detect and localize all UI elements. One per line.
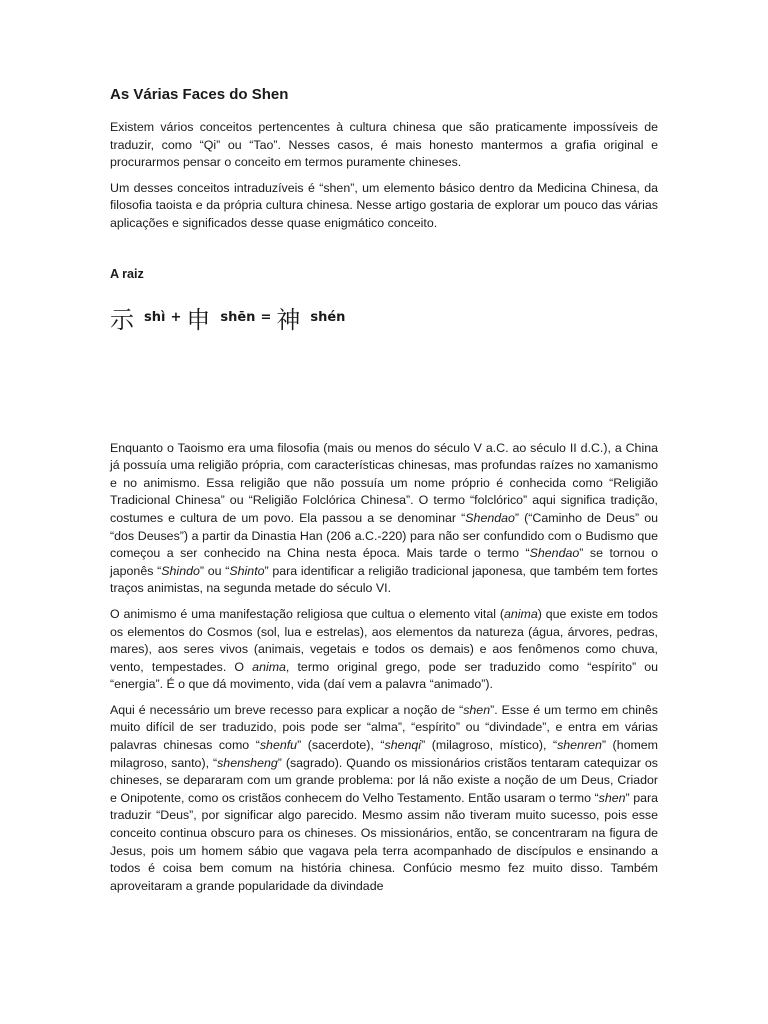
italic-term: shenfu bbox=[259, 738, 298, 753]
pinyin-shen-1: shēn bbox=[220, 310, 256, 326]
plus-sign: + bbox=[170, 310, 182, 326]
article-body bbox=[110, 86, 658, 903]
character-shen-2: 神 bbox=[276, 306, 301, 335]
text-run: Aqui é necessário um breve recesso para explicar a noção de “ bbox=[110, 702, 464, 717]
character-shen-1: 申 bbox=[186, 306, 211, 335]
blank-space bbox=[110, 333, 658, 440]
pinyin-shi: shì bbox=[144, 310, 166, 326]
character-etymology-line bbox=[110, 303, 658, 333]
text-run: ” (“Caminho de Deus” ou “dos Deuses”) a partir da Dinastia Han (206 a.C.-220) para não ser confundido com o Budismo que começou a ser conhecido na China nesta época. Mais tarde o termo “ bbox=[110, 510, 658, 561]
intro-paragraph-1: Existem vários conceitos pertencentes à cultura chinesa que são praticamente impossíveis de traduzir, como “Qi” ou “Tao”. Nesses casos, é mais honesto mantermos a grafia original e procurarmos pensar o conceito em termos puramente chineses. bbox=[110, 120, 658, 170]
intro-paragraph-2: Um desses conceitos intraduzíveis é “shen”, um elemento básico dentro da Medicina Chinesa, da filosofia taoista e da própria cultura chinesa. Nesse artigo gostaria de explorar um pouco das várias aplicações e significados desse quase enigmático conceito. bbox=[110, 180, 658, 230]
text-run: , termo original grego, pode ser traduzido como “espírito” ou “energia”. É o que dá movimento, vida (daí vem a palavra “animado”). bbox=[110, 659, 658, 692]
equals-sign: = bbox=[260, 310, 272, 326]
article-title: As Várias Faces do Shen bbox=[110, 86, 289, 103]
body-paragraph-1 bbox=[110, 440, 658, 598]
text-run: O animismo é uma manifestação religiosa que cultua o elemento vital ( bbox=[110, 606, 505, 621]
text-run: ” (homem milagroso, santo), “ bbox=[110, 738, 659, 770]
text-run: ” (sacerdote), “ bbox=[297, 738, 385, 753]
text-run: Enquanto o Taoismo era uma filosofia (mais ou menos do século V a.C. ao século II d.C.), a China já possuía uma religião própria, com características chinesas, mas profundas raízes no xamanismo e no animismo. Essa religião que não possuía um nome próprio é conhecida como “Religião Tradicional Chinesa” ou “Religião Folclórica Chinesa”. O termo “folclórico” aqui significa tradição, costumes e cultura de um povo. Ela passou a se denominar “ bbox=[110, 440, 658, 525]
section-heading-root: A raiz bbox=[110, 266, 144, 281]
body-paragraph-2 bbox=[110, 606, 658, 694]
pinyin-shen-2: shén bbox=[310, 310, 346, 326]
italic-term: Shindo bbox=[161, 563, 200, 578]
italic-term: shensheng bbox=[217, 755, 278, 770]
italic-term: anima bbox=[504, 606, 538, 621]
text-run: ” se tornou o japonês “ bbox=[110, 546, 658, 578]
text-run: ”. Esse é um termo em chinês muito difícil de ser traduzido, pois pode ser “alma”, “espírito” ou “divindade”, e entra em várias palavras chinesas como “ bbox=[110, 702, 658, 753]
character-shi: 示 bbox=[110, 306, 134, 335]
text-run: ” (sagrado). Quando os missionários cristãos tentaram catequizar os chineses, se depararam com um grande problema: por lá não existe a noção de um Deus, Criador e Onipotente, como os cristãos conhecem do Velho Testamento. Então usaram o termo “ bbox=[110, 755, 659, 805]
italic-term: Shinto bbox=[229, 563, 265, 578]
italic-term: Shendao bbox=[465, 510, 515, 525]
text-run: ” ou “ bbox=[199, 563, 230, 578]
italic-term: anima bbox=[252, 659, 286, 674]
body-paragraph-3 bbox=[110, 702, 658, 896]
italic-term: shen bbox=[598, 790, 626, 805]
italic-term: shenren bbox=[557, 738, 602, 753]
text-run: ” para traduzir “Deus”, por significar algo parecido. Mesmo assim não tiveram muito sucesso, pois esse conceito continua obscuro para os chineses. Os missionários, então, se concentraram na figura de Jesus, pois um homem sábio que vagava pela terra acompanhado de discípulos e ensinando a todos é coisa bem comum na história chinesa. Confúcio mesmo fez muito disso. Também aproveitaram a grande popularidade da divindade bbox=[110, 790, 658, 893]
text-run: ” (milagroso, místico), “ bbox=[421, 738, 558, 753]
text-run: ) que existe em todos os elementos do Cosmos (sol, lua e estrelas), aos elementos da natureza (água, árvores, pedras, mares), aos seres vivos (animais, vegetais e todos os demais) e aos fenômenos como chuva, vento, tempestades. O bbox=[110, 606, 659, 674]
text-run: ” para identificar a religião tradicional japonesa, que também tem fortes traços animistas, na segunda metade do século VI. bbox=[110, 563, 658, 596]
italic-term: shenqi bbox=[384, 738, 422, 753]
italic-term: Shendao bbox=[529, 546, 580, 561]
italic-term: shen bbox=[463, 702, 491, 717]
